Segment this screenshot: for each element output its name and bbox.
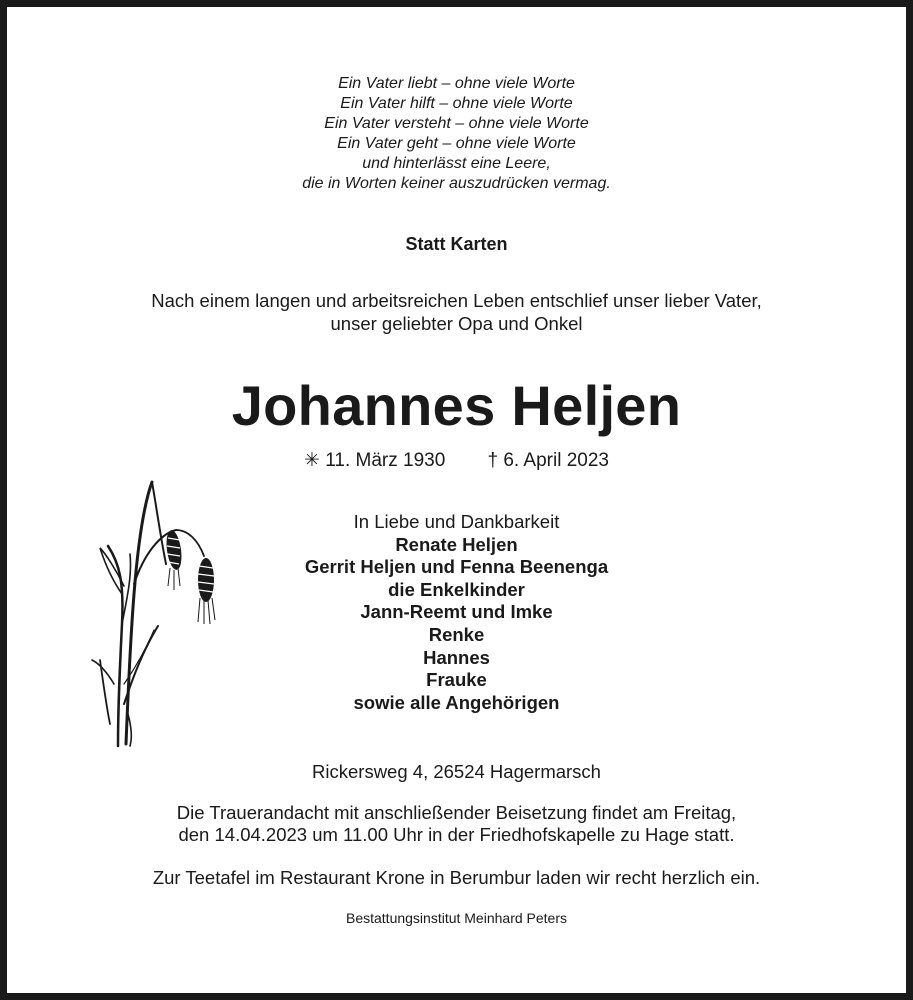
service-line: den 14.04.2023 um 11.00 Uhr in der Friedhofskapelle zu Hage statt. [178,824,735,845]
birth-date: ✳ 11. März 1930 [304,450,446,471]
mourner-name: Renate Heljen [395,533,518,555]
poem-line: die in Worten keiner auszudrücken vermag. [302,175,611,192]
service-details [0,802,913,846]
mourner-name: Renke [428,623,485,645]
service-line: Die Trauerandacht mit anschließender Beisetzung findet am Freitag, [176,802,737,823]
poem-line: Ein Vater versteht – ohne viele Worte [324,115,589,132]
tea-invitation: Zur Teetafel im Restaurant Krone in Berumbur laden wir recht herzlich ein. [152,867,761,888]
intro-line: unser geliebter Opa und Onkel [330,313,583,334]
mourner-name: Frauke [426,669,487,691]
mourner-name: Hannes [423,646,490,668]
statt-karten-heading: Statt Karten [405,234,508,254]
deceased-name: Johannes Heljen [231,374,682,437]
mourner-name: die Enkelkinder [388,578,525,600]
poem-line: Ein Vater hilft – ohne viele Worte [340,95,573,112]
family-address: Rickersweg 4, 26524 Hagermarsch [312,761,601,782]
poem-line: und hinterlässt eine Leere, [362,155,551,172]
undertaker-credit: Bestattungsinstitut Meinhard Peters [345,910,567,926]
intro-line: Nach einem langen und arbeitsreichen Leben entschlief unser lieber Vater, [151,290,762,311]
death-date: † 6. April 2023 [487,450,609,471]
mourner-name: Gerrit Heljen und Fenna Beenenga [304,556,609,578]
memorial-poem [0,74,913,194]
poem-line: Ein Vater geht – ohne viele Worte [337,135,576,152]
mourner-name: sowie alle Angehörigen [353,691,560,713]
life-dates [0,449,913,473]
mourners-list [0,511,913,714]
mourner-name: Jann-Reemt und Imke [360,601,553,623]
intro-text [0,289,913,335]
poem-line: Ein Vater liebt – ohne viele Worte [338,75,575,92]
mourners-lead: In Liebe und Dankbarkeit [353,511,560,532]
